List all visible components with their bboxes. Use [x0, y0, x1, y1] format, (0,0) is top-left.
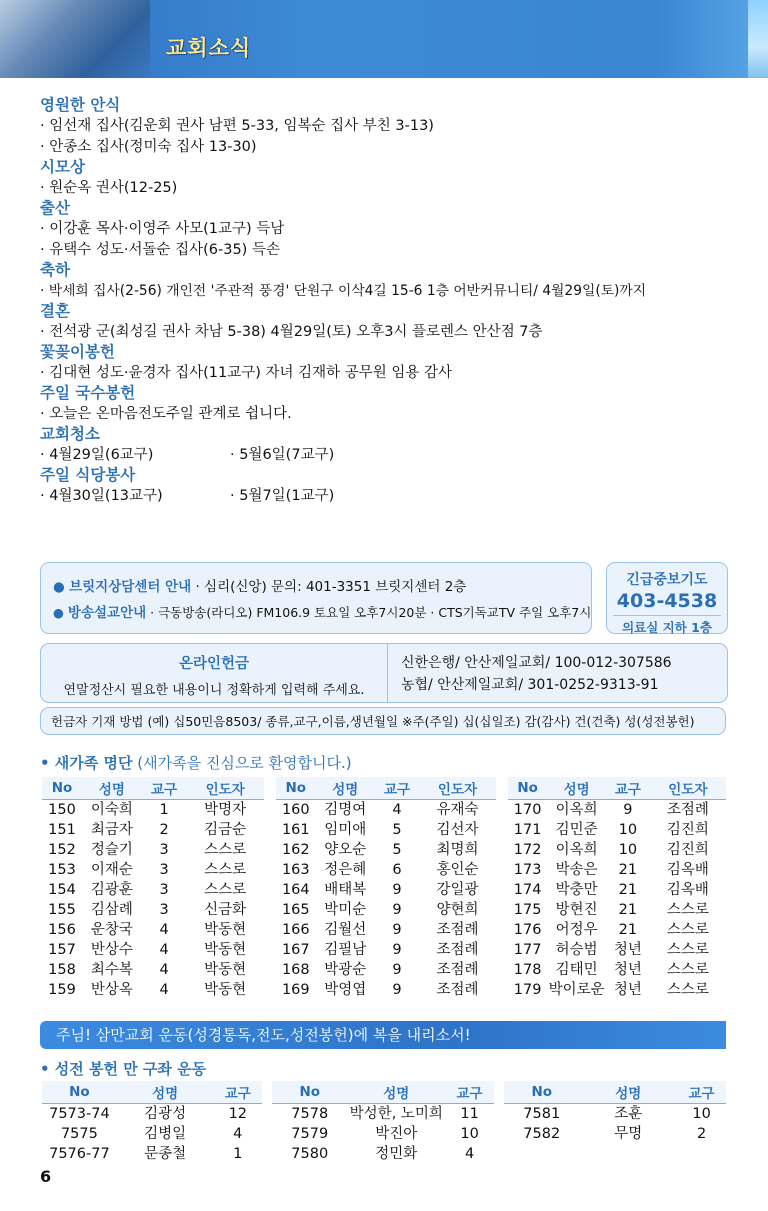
table-cell: 4: [159, 942, 169, 958]
offering-left: [41, 644, 388, 702]
table-cell: 조점례: [666, 802, 709, 818]
column-header: 교구: [606, 777, 650, 800]
table-row: [276, 880, 496, 900]
newfamily-table: [276, 777, 496, 1000]
table-cell: 10: [618, 822, 638, 838]
table-cell: 청년: [613, 962, 642, 978]
info-box: [40, 562, 592, 634]
table-row: [42, 1104, 262, 1125]
table-cell: 174: [513, 882, 542, 898]
table-cell: 박영엽: [324, 982, 367, 998]
table-cell: 최명희: [436, 842, 479, 858]
table-cell: 임미애: [324, 822, 367, 838]
table-cell: 조점례: [436, 942, 479, 958]
table-cell: 155: [48, 902, 76, 918]
banner-photo: [0, 0, 150, 78]
table-row: [508, 820, 726, 840]
table-row: [42, 840, 264, 860]
table-cell: 2: [159, 822, 169, 838]
table-header-row: [42, 777, 264, 800]
table-cell: 청년: [613, 942, 642, 958]
table-row: [42, 860, 264, 880]
column-header: 교구: [445, 1081, 494, 1104]
table-row: [42, 1144, 262, 1164]
temple-table: [42, 1081, 262, 1164]
column-header: 성명: [547, 777, 606, 800]
table-cell: 4: [159, 962, 169, 978]
table-cell: 4: [233, 1126, 243, 1142]
table-cell: 177: [513, 942, 542, 958]
column-header: 교구: [375, 777, 419, 800]
table-cell: 9: [392, 882, 402, 898]
table-cell: 신금화: [204, 902, 247, 918]
news-row: [40, 445, 740, 466]
table-cell: 김민준: [555, 822, 598, 838]
news-item: · 원순옥 권사(12-25): [40, 180, 178, 196]
table-cell: 7579: [291, 1126, 329, 1142]
table-cell: 김진희: [666, 822, 709, 838]
table-cell: 178: [513, 962, 542, 978]
table-row: [508, 960, 726, 980]
table-row: [508, 840, 726, 860]
table-row: [504, 1104, 726, 1125]
broadcast-title: 방송설교안내: [67, 605, 147, 621]
table-cell: 10: [618, 842, 638, 858]
table-row: [272, 1124, 494, 1144]
table-cell: 정슬기: [90, 842, 133, 858]
table-cell: 무명: [614, 1126, 643, 1142]
bridge-title: 브릿지상담센터 안내: [69, 579, 192, 595]
newfamily-table: [42, 777, 264, 1000]
table-cell: 21: [618, 902, 638, 918]
news-heading: 결혼: [40, 302, 70, 320]
table-row: [272, 1144, 494, 1164]
table-row: [508, 860, 726, 880]
table-row: [272, 1104, 494, 1125]
column-header: No: [276, 777, 316, 800]
table-cell: 179: [513, 982, 542, 998]
table-cell: 172: [513, 842, 542, 858]
table-cell: 조점례: [436, 922, 479, 938]
bank-account: 농협/ 안산제일교회/ 301-0252-9313-91: [401, 677, 659, 693]
table-cell: 150: [48, 802, 76, 818]
table-cell: 반상옥: [90, 982, 133, 998]
table-cell: 21: [618, 862, 638, 878]
table-row: [276, 960, 496, 980]
table-cell: 정은혜: [324, 862, 367, 878]
column-header: No: [508, 777, 547, 800]
temple-title: • 성전 봉헌 만 구좌 운동: [40, 1060, 207, 1078]
table-cell: 이옥희: [555, 842, 598, 858]
table-row: [276, 920, 496, 940]
temple-table: [272, 1081, 494, 1164]
bridge-text: · 심리(신앙) 문의: 401-3351 브릿지센터 2층: [191, 579, 467, 595]
newfamily-heading: • 새가족 명단: [40, 754, 133, 772]
table-cell: 김선자: [436, 822, 479, 838]
table-cell: 양현희: [436, 902, 479, 918]
column-header: No: [42, 777, 82, 800]
table-cell: 5: [392, 842, 402, 858]
table-cell: 10: [460, 1126, 479, 1142]
news-heading: 출산: [40, 199, 70, 217]
emergency-label: 긴급중보기도: [626, 572, 708, 588]
table-cell: 166: [281, 922, 310, 938]
table-cell: 조점례: [436, 982, 479, 998]
table-header-row: [276, 777, 496, 800]
table-cell: 최금자: [90, 822, 133, 838]
table-cell: 5: [392, 822, 402, 838]
news-item: · 오늘은 온마음전도주일 관계로 쉽니다.: [40, 406, 292, 422]
table-cell: 스스로: [666, 962, 709, 978]
table-cell: 161: [281, 822, 310, 838]
news-heading: 주일 국수봉헌: [40, 384, 136, 402]
news-item: · 5월7일(1교구): [230, 488, 335, 504]
table-cell: 170: [513, 802, 542, 818]
table-cell: 158: [48, 962, 76, 978]
table-cell: 4: [392, 802, 402, 818]
church-news: [40, 96, 740, 507]
table-cell: 김삼례: [90, 902, 133, 918]
table-cell: 배태복: [324, 882, 367, 898]
column-header: 교구: [677, 1081, 726, 1104]
table-cell: 이재순: [90, 862, 133, 878]
table-cell: 김광성: [144, 1106, 187, 1122]
bridge-line: [53, 575, 466, 595]
table-cell: 176: [513, 922, 542, 938]
column-header: 인도자: [650, 777, 726, 800]
table-row: [276, 820, 496, 840]
table-header-row: [504, 1081, 726, 1104]
table-cell: 허승범: [555, 942, 598, 958]
broadcast-line: [53, 601, 591, 621]
table-cell: 7576-77: [49, 1146, 110, 1162]
table-cell: 7582: [523, 1126, 561, 1142]
table-header-row: [508, 777, 726, 800]
table-cell: 운창국: [90, 922, 133, 938]
table-row: [508, 900, 726, 920]
table-cell: 조점례: [436, 962, 479, 978]
table-row: [276, 860, 496, 880]
column-header: 성명: [579, 1081, 677, 1104]
table-cell: 6: [392, 862, 402, 878]
table-row: [276, 800, 496, 821]
table-cell: 홍인순: [436, 862, 479, 878]
table-cell: 12: [228, 1106, 248, 1122]
table-cell: 김금순: [204, 822, 247, 838]
table-row: [508, 880, 726, 900]
table-cell: 7573-74: [49, 1106, 110, 1122]
emergency-prayer-box: [606, 562, 728, 634]
table-cell: 169: [281, 982, 310, 998]
table-cell: 스스로: [666, 982, 709, 998]
column-header: 인도자: [419, 777, 496, 800]
table-cell: 3: [159, 882, 169, 898]
table-cell: 152: [48, 842, 76, 858]
newfamily-title: [40, 752, 352, 773]
table-header-row: [272, 1081, 494, 1104]
news-item: · 김대현 성도·윤경자 집사(11교구) 자녀 김재하 공무원 임용 감사: [40, 365, 453, 381]
table-cell: 167: [281, 942, 310, 958]
table-cell: 10: [692, 1106, 711, 1122]
page-number: 6: [40, 1167, 52, 1186]
table-cell: 1: [159, 802, 169, 818]
table-cell: 9: [623, 802, 633, 818]
newfamily-note: (새가족을 진심으로 환영합니다.): [132, 754, 352, 772]
table-cell: 3: [159, 842, 169, 858]
table-row: [508, 940, 726, 960]
table-cell: 청년: [613, 982, 642, 998]
column-header: No: [272, 1081, 347, 1104]
offering-accounts: [401, 652, 672, 696]
table-cell: 박충만: [555, 882, 598, 898]
banner-sky-photo: [748, 0, 768, 78]
news-item: · 임선재 집사(김운회 권사 남편 5-33, 임복순 집사 부친 3-13): [40, 118, 434, 134]
table-cell: 박성한, 노미희: [349, 1106, 443, 1122]
column-header: 성명: [117, 1081, 214, 1104]
header-banner: [0, 0, 768, 78]
table-cell: 정민화: [375, 1146, 418, 1162]
column-header: 교구: [214, 1081, 262, 1104]
table-cell: 김옥배: [666, 882, 709, 898]
table-row: [42, 920, 264, 940]
news-heading: 시모상: [40, 158, 85, 176]
table-cell: 이옥희: [555, 802, 598, 818]
table-cell: 박동현: [204, 942, 247, 958]
table-cell: 김병일: [144, 1126, 187, 1142]
news-heading: 축하: [40, 261, 70, 279]
table-cell: 21: [618, 882, 638, 898]
table-header-row: [42, 1081, 262, 1104]
table-cell: 3: [159, 902, 169, 918]
table-cell: 스스로: [204, 882, 247, 898]
table-row: [276, 940, 496, 960]
table-cell: 7581: [523, 1106, 561, 1122]
table-cell: 방현진: [555, 902, 598, 918]
table-cell: 7575: [60, 1126, 98, 1142]
column-header: 교구: [142, 777, 186, 800]
table-cell: 반상수: [90, 942, 133, 958]
table-cell: 박동현: [204, 922, 247, 938]
table-cell: 11: [460, 1106, 479, 1122]
table-cell: 162: [281, 842, 310, 858]
broadcast-text: · 극동방송(라디오) FM106.9 토요일 오후7시20분 · CTS기독교TV 주일 오후7시: [146, 605, 592, 620]
table-cell: 박이로운: [548, 982, 605, 998]
table-cell: 159: [48, 982, 76, 998]
table-cell: 김옥배: [666, 862, 709, 878]
table-cell: 조훈: [614, 1106, 643, 1122]
table-row: [42, 800, 264, 821]
table-cell: 9: [392, 922, 402, 938]
table-cell: 9: [392, 982, 402, 998]
table-cell: 김태민: [555, 962, 598, 978]
table-cell: 2: [696, 1126, 707, 1142]
table-cell: 강일광: [436, 882, 479, 898]
slogan-banner: 주님! 삼만교회 운동(성경통독,전도,성전봉헌)에 복을 내리소서!: [40, 1021, 726, 1049]
table-row: [276, 840, 496, 860]
table-cell: 168: [281, 962, 310, 978]
news-item: · 이강훈 목사·이영주 사모(1교구) 득남: [40, 221, 285, 237]
table-cell: 3: [159, 862, 169, 878]
table-cell: 164: [281, 882, 310, 898]
table-cell: 스스로: [204, 842, 247, 858]
news-item: · 5월6일(7교구): [230, 447, 335, 463]
table-cell: 김명여: [324, 802, 367, 818]
table-cell: 165: [281, 902, 310, 918]
table-cell: 박동현: [204, 962, 247, 978]
table-row: [42, 820, 264, 840]
column-header: 성명: [347, 1081, 445, 1104]
table-row: [42, 960, 264, 980]
table-row: [508, 920, 726, 940]
table-cell: 175: [513, 902, 542, 918]
offering-title: 온라인헌금: [178, 656, 250, 672]
temple-table: [504, 1081, 726, 1144]
news-item: · 4월30일(13교구): [40, 488, 163, 504]
emergency-location: 의료실 지하 1층: [613, 615, 721, 636]
table-cell: 김필남: [324, 942, 367, 958]
offering-note: 연말정산시 필요한 내용이니 정확하게 입력해 주세요.: [63, 683, 365, 698]
column-header: No: [42, 1081, 117, 1104]
table-cell: 157: [48, 942, 76, 958]
table-cell: 9: [392, 902, 402, 918]
table-cell: 163: [281, 862, 310, 878]
table-cell: 9: [392, 962, 402, 978]
table-cell: 박광순: [324, 962, 367, 978]
table-cell: 9: [392, 942, 402, 958]
news-item: · 박세희 집사(2-56) 개인전 '주관적 풍경' 단원구 이삭4길 15-6 1층 어반커뮤니티/ 4월29일(토)까지: [40, 283, 647, 299]
table-cell: 4: [464, 1146, 475, 1162]
table-cell: 7578: [291, 1106, 329, 1122]
table-cell: 173: [513, 862, 542, 878]
table-cell: 문종철: [144, 1146, 187, 1162]
table-cell: 김진희: [666, 842, 709, 858]
table-cell: 스스로: [666, 922, 709, 938]
news-heading: 영원한 안식: [40, 96, 121, 114]
table-cell: 153: [48, 862, 76, 878]
table-cell: 양오순: [324, 842, 367, 858]
table-cell: 스스로: [204, 862, 247, 878]
bullet-icon: ●: [53, 605, 64, 620]
table-cell: 이숙희: [90, 802, 133, 818]
table-cell: 최수복: [90, 962, 133, 978]
table-cell: 160: [281, 802, 310, 818]
emergency-phone: 403-4538: [616, 590, 718, 612]
column-header: No: [504, 1081, 579, 1104]
bank-account: 신한은행/ 안산제일교회/ 100-012-307586: [401, 655, 672, 671]
table-row: [508, 800, 726, 821]
news-item: · 유택수 성도·서돌순 집사(6-35) 득손: [40, 242, 280, 258]
table-cell: 154: [48, 882, 76, 898]
table-cell: 김광훈: [90, 882, 133, 898]
table-row: [276, 900, 496, 920]
bullet-icon: ●: [53, 579, 65, 595]
table-cell: 156: [48, 922, 76, 938]
column-header: 성명: [316, 777, 375, 800]
table-cell: 박동현: [204, 982, 247, 998]
online-offering-box: [40, 643, 728, 703]
table-cell: 박명자: [204, 802, 247, 818]
table-cell: 박진아: [375, 1126, 418, 1142]
table-cell: 유재숙: [436, 802, 479, 818]
news-heading: 교회청소: [40, 425, 100, 443]
table-cell: 4: [159, 982, 169, 998]
table-row: [42, 900, 264, 920]
table-row: [42, 880, 264, 900]
table-cell: 151: [48, 822, 76, 838]
news-heading: 꽃꽂이봉헌: [40, 343, 115, 361]
news-row: [40, 486, 740, 507]
news-item: · 안종소 집사(정미숙 집사 13-30): [40, 139, 257, 155]
table-cell: 4: [159, 922, 169, 938]
table-cell: 21: [618, 922, 638, 938]
table-cell: 김월선: [324, 922, 367, 938]
table-cell: 어정우: [555, 922, 598, 938]
newfamily-table: [508, 777, 726, 1000]
table-row: [42, 940, 264, 960]
offering-method: 헌금자 기재 방법 (예) 십50민음8503/ 종류,교구,이름,생년월일 ※주(주일) 십(십일조) 감(감사) 건(건축) 성(성전봉헌): [40, 707, 726, 735]
table-cell: 171: [513, 822, 542, 838]
table-row: [504, 1124, 726, 1144]
table-cell: 스스로: [666, 942, 709, 958]
column-header: 인도자: [186, 777, 264, 800]
table-row: [276, 980, 496, 1000]
news-item: · 4월29일(6교구): [40, 447, 154, 463]
column-header: 성명: [82, 777, 142, 800]
table-cell: 박미순: [324, 902, 367, 918]
table-cell: 7580: [291, 1146, 329, 1162]
table-row: [508, 980, 726, 1000]
table-row: [42, 1124, 262, 1144]
page-title: 교회소식: [166, 36, 252, 60]
table-row: [42, 980, 264, 1000]
news-item: · 전석광 군(최성길 권사 차남 5-38) 4월29일(토) 오후3시 플로렌스 안산점 7층: [40, 324, 543, 340]
table-cell: 박송은: [555, 862, 598, 878]
table-cell: 1: [233, 1146, 243, 1162]
news-heading: 주일 식당봉사: [40, 466, 136, 484]
table-cell: 스스로: [666, 902, 709, 918]
